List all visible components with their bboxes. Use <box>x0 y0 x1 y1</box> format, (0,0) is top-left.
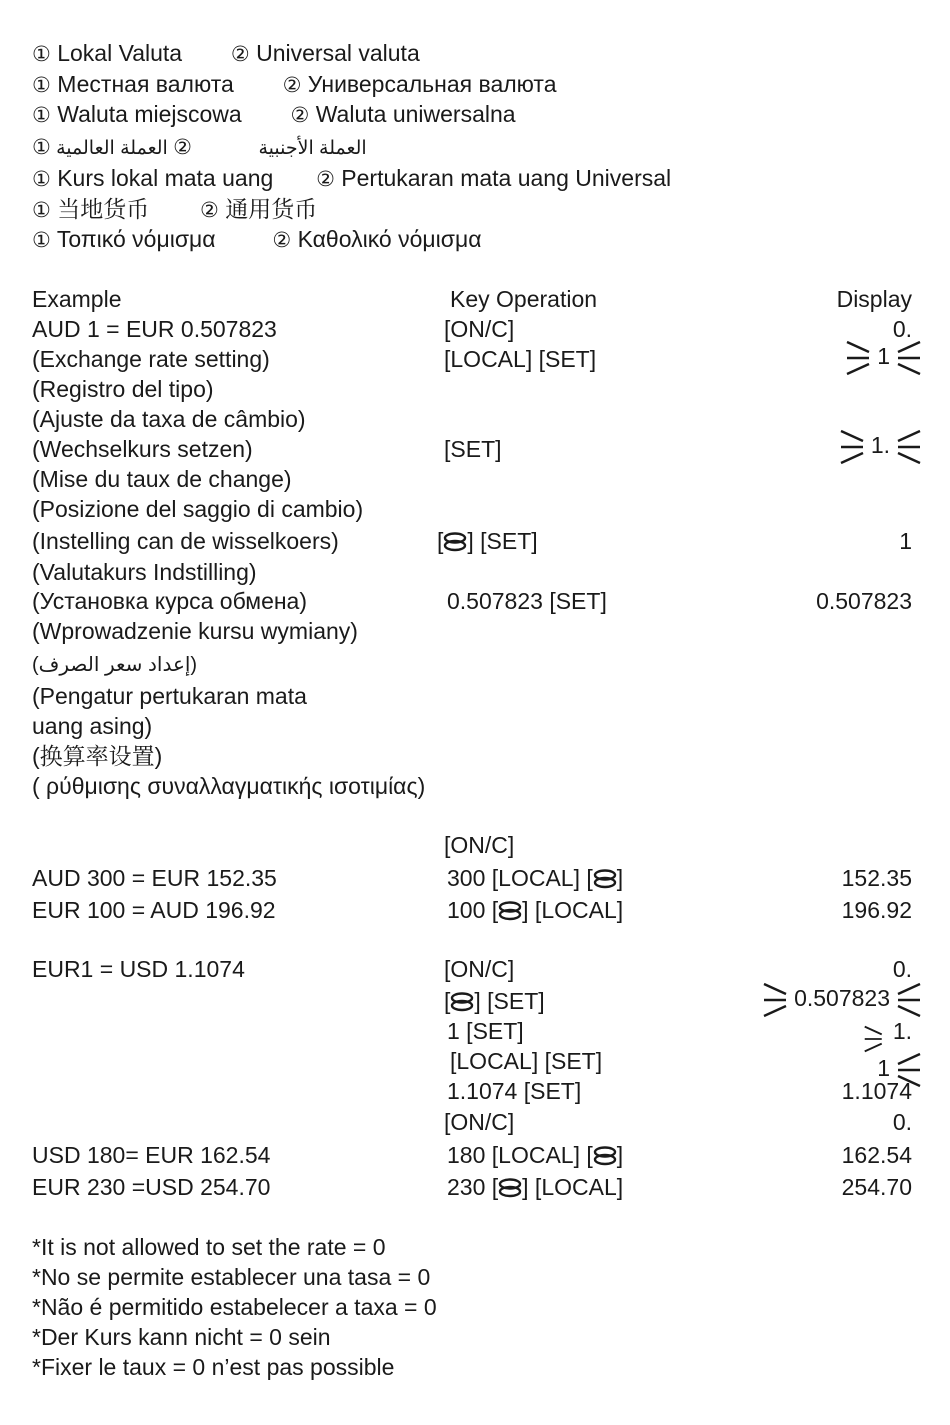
display-result: 162.54 <box>841 1142 912 1168</box>
key-onc-4: [ON/C] <box>444 1109 515 1135</box>
bracket-open: [ <box>444 988 451 1014</box>
display-flashing-2 <box>839 425 922 469</box>
key-rate-set-2: 1.1074 [SET] <box>447 1078 582 1104</box>
lang-row-polish <box>32 99 516 131</box>
lang-row-greek <box>32 224 482 256</box>
universal-currency-label: Καθολικό νόμισμα <box>297 226 482 252</box>
example-2-title: EUR1 = USD 1.1074 <box>32 956 245 982</box>
note-fr: *Fixer le taux = 0 n’est pas possible <box>32 1354 395 1380</box>
flash-right-icon <box>894 336 922 380</box>
display-flashing-1 <box>845 336 922 380</box>
universal-currency-label: 通用货币 <box>225 196 318 222</box>
circled-one: ① <box>32 104 51 127</box>
key-one-set: 1 [SET] <box>447 1018 524 1044</box>
label-nl: (Instelling can de wisselkoers) <box>32 528 339 554</box>
flash-left-icon <box>845 336 873 380</box>
display-zero: 0. <box>892 1109 912 1135</box>
display-result: 196.92 <box>841 897 912 923</box>
circled-one: ① <box>32 43 51 66</box>
display-zero: 0. <box>892 956 912 982</box>
circled-two: ② <box>290 104 310 127</box>
circled-two: ② <box>173 136 192 159</box>
local-currency-label: Lokal Valuta <box>57 40 183 66</box>
lang-row-arabic <box>32 133 367 164</box>
universal-currency-label: Универсальная валюта <box>307 71 557 97</box>
lang-row-chinese <box>32 194 317 226</box>
key-text: ] [LOCAL] <box>522 897 624 923</box>
key-text: ] <box>616 865 624 891</box>
display-zero: 0. <box>892 316 912 342</box>
header-display: Display <box>836 286 912 312</box>
example-1-title: AUD 1 = EUR 0.507823 <box>32 316 277 342</box>
circled-two: ② <box>282 74 302 97</box>
coin-icon <box>498 901 522 921</box>
key-text: ] <box>616 1142 624 1168</box>
key-local-set-2: [LOCAL] [SET] <box>450 1048 603 1074</box>
label-en: (Exchange rate setting) <box>32 346 270 372</box>
display-value: 1. <box>870 432 890 459</box>
note-en: *It is not allowed to set the rate = 0 <box>32 1234 386 1260</box>
label-id-2: uang asing) <box>32 713 153 739</box>
coin-icon <box>593 1146 617 1166</box>
local-currency-label: 当地货币 <box>57 196 150 222</box>
circled-two: ② <box>272 229 292 252</box>
universal-currency-label: Pertukaran mata uang Universal <box>341 165 672 191</box>
flash-left-icon <box>762 978 790 1022</box>
local-currency-label: العملة الأجنبية <box>258 138 367 159</box>
display-value: 1 <box>877 1055 890 1082</box>
circled-one: ① <box>32 74 51 97</box>
key-local-set: [LOCAL] [SET] <box>444 346 597 372</box>
label-id-1: (Pengatur pertukaran mata <box>32 683 307 709</box>
circled-two: ② <box>200 199 219 222</box>
conv-aud-eur: AUD 300 = EUR 152.35 <box>32 865 277 891</box>
key-text: 230 [ <box>447 1174 499 1200</box>
key-coin-local <box>447 895 623 925</box>
universal-currency-label: العملة العالمية <box>56 138 168 159</box>
key-coin-set <box>437 526 538 556</box>
circled-one: ① <box>32 168 51 191</box>
key-coin-set-2 <box>444 986 545 1016</box>
key-set: [SET] <box>444 436 502 462</box>
bracket-close-set: ] [SET] <box>467 528 538 554</box>
label-pl: (Wprowadzenie kursu wymiany) <box>32 618 358 644</box>
lang-row-danish <box>32 38 420 70</box>
bracket-open: [ <box>437 528 444 554</box>
conv-eur-aud: EUR 100 = AUD 196.92 <box>32 897 276 923</box>
conv-eur-usd: EUR 230 =USD 254.70 <box>32 1174 271 1200</box>
key-rate-set: 0.507823 [SET] <box>447 588 607 614</box>
label-ru: (Установка курса обмена) <box>32 588 308 614</box>
local-currency-label: Местная валюта <box>57 71 234 97</box>
display-one: 1 <box>899 528 912 554</box>
display-rate-2: 1.1074 <box>841 1078 912 1104</box>
display-one-dot: 1. <box>892 1018 912 1044</box>
note-es: *No se permite establecer una tasa = 0 <box>32 1264 431 1290</box>
label-el: ( ρύθμισης συναλλαγματικής ισοτιμίας) <box>32 773 426 799</box>
key-onc-3: [ON/C] <box>444 956 515 982</box>
bracket-close-set: ] [SET] <box>474 988 545 1014</box>
key-text: 300 [LOCAL] [ <box>447 865 593 891</box>
header-key-operation: Key Operation <box>450 286 598 312</box>
coin-icon <box>450 992 474 1012</box>
note-de: *Der Kurs kann nicht = 0 sein <box>32 1324 331 1350</box>
circled-one: ① <box>32 199 51 222</box>
universal-currency-label: Universal valuta <box>256 40 420 66</box>
coin-icon <box>443 532 467 552</box>
key-coin-local-2 <box>447 1172 623 1202</box>
label-da: (Valutakurs Indstilling) <box>32 559 257 585</box>
key-text: 180 [LOCAL] [ <box>447 1142 593 1168</box>
lang-row-russian <box>32 69 556 101</box>
lang-row-indonesian <box>32 163 671 195</box>
key-onc: [ON/C] <box>444 316 515 342</box>
circled-one: ① <box>32 136 51 159</box>
local-currency-label: Kurs lokal mata uang <box>57 165 274 191</box>
label-zh: (换算率设置) <box>32 743 163 769</box>
circled-one: ① <box>32 229 51 252</box>
display-value: 1 <box>877 343 890 370</box>
coin-icon <box>593 869 617 889</box>
key-local-coin <box>447 863 623 893</box>
key-text: 100 [ <box>447 897 499 923</box>
label-ar: (إعداد سعر الصرف) <box>32 654 198 676</box>
coin-icon <box>498 1178 522 1198</box>
local-currency-label: Τοπικό νόμισμα <box>56 226 216 252</box>
header-example: Example <box>32 286 122 312</box>
circled-two: ② <box>316 168 335 191</box>
conv-usd-eur: USD 180= EUR 162.54 <box>32 1142 271 1168</box>
key-text: ] [LOCAL] <box>522 1174 624 1200</box>
label-es: (Registro del tipo) <box>32 376 214 402</box>
label-pt: (Ajuste da taxa de câmbio) <box>32 406 306 432</box>
note-pt: *Não é permitido estabelecer a taxa = 0 <box>32 1294 437 1320</box>
label-de: (Wechselkurs setzen) <box>32 436 253 462</box>
key-onc-2: [ON/C] <box>444 832 515 858</box>
display-rate: 0.507823 <box>816 588 912 614</box>
flash-left-icon <box>839 425 867 469</box>
label-fr: (Mise du taux de change) <box>32 466 292 492</box>
circled-two: ② <box>230 43 250 66</box>
display-result: 254.70 <box>841 1174 912 1200</box>
local-currency-label: Waluta miejscowa <box>57 101 242 127</box>
universal-currency-label: Waluta uniwersalna <box>315 101 516 127</box>
key-local-coin-2 <box>447 1140 623 1170</box>
label-it: (Posizione del saggio di cambio) <box>32 496 364 522</box>
display-result: 152.35 <box>841 865 912 891</box>
display-value: 0.507823 <box>794 985 890 1012</box>
flash-right-icon <box>894 425 922 469</box>
